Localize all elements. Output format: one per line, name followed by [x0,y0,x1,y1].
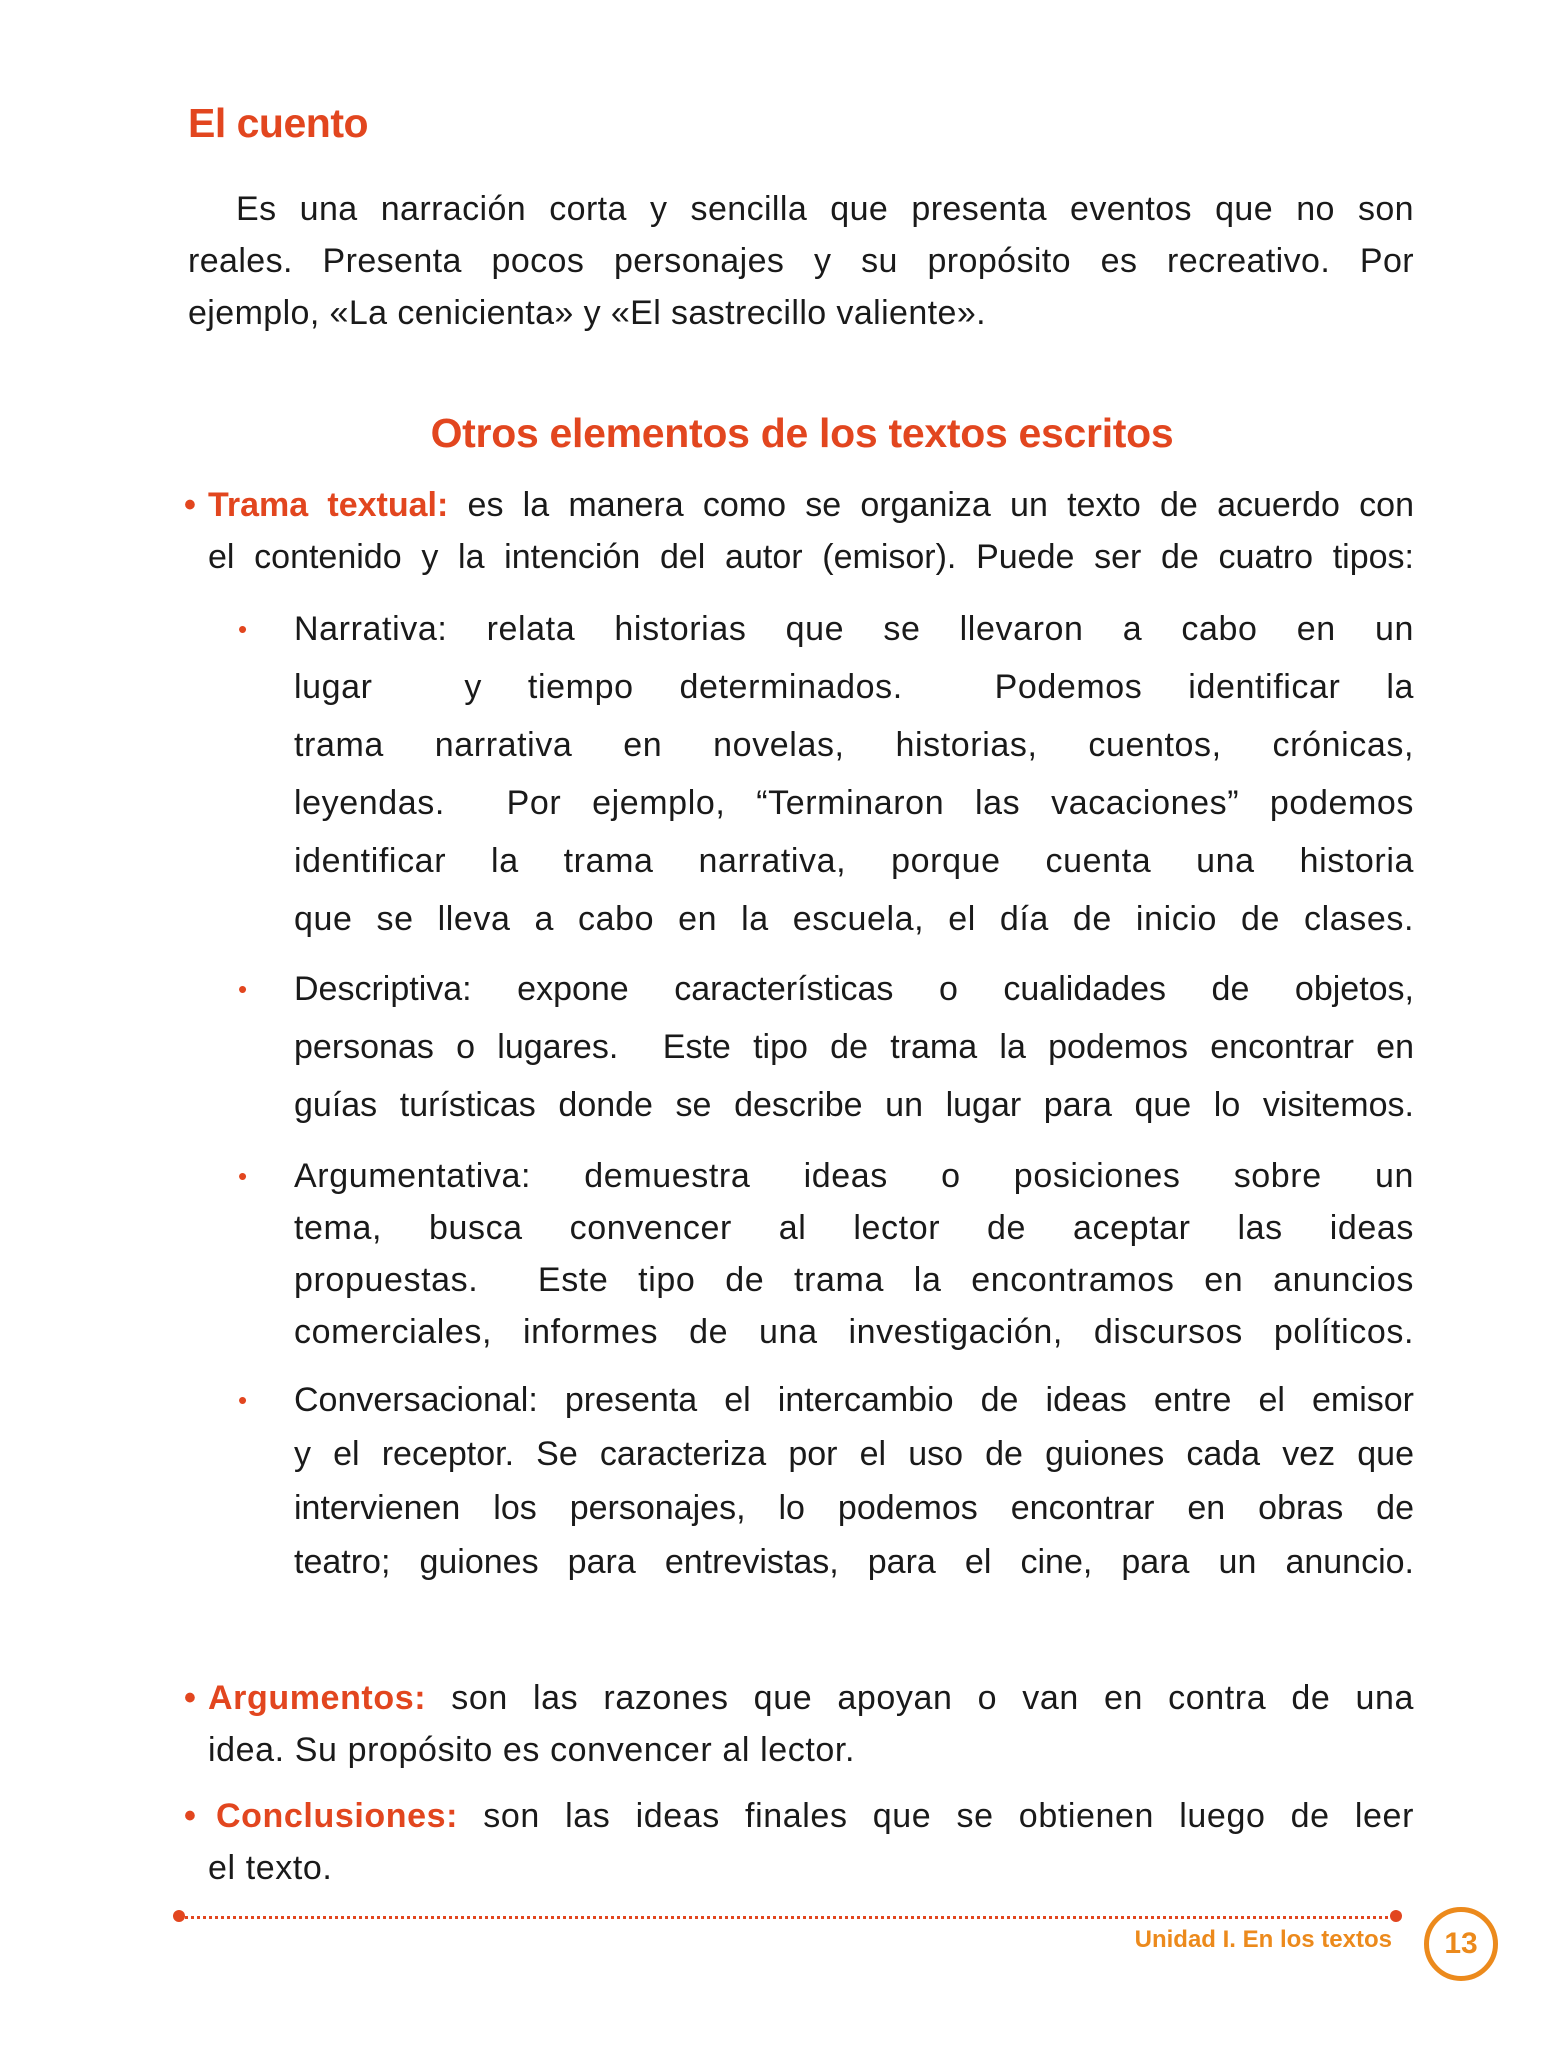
item-line: propuestas. Este tipo de trama la encontramos en anuncios [294,1261,1414,1299]
divider-end-dot-icon [173,1910,185,1922]
item-line: Descriptiva: expone características o cualidades de objetos, [294,970,1414,1008]
page-number-badge [1424,1907,1498,1981]
bullet-icon: • [238,614,248,644]
item-line: y el receptor. Se caracteriza por el uso de guiones cada vez que [294,1435,1414,1473]
page-number: 13 [1444,1927,1478,1960]
bullet-line [208,479,1414,531]
term-trama-textual: Trama textual: [208,486,449,524]
trama-type-narrativa [232,600,1414,948]
item-line: leyendas. Por ejemplo, “Terminaron las vacaciones” podemos [294,784,1414,822]
bullet-line: idea. Su propósito es convencer al lector. [208,1731,856,1769]
paragraph-line: reales. Presenta pocos personajes y su propósito es recreativo. Por [188,242,1414,280]
trama-type-argumentativa [232,1150,1414,1358]
bullet-text: es la manera como se organiza un texto de acuerdo con [448,486,1414,524]
divider-end-dot-icon [1390,1910,1402,1922]
el-cuento-paragraph [188,183,1414,339]
item-line: Conversacional: presenta el intercambio de ideas entre el emisor [294,1381,1414,1419]
bullet-line: el contenido y la intención del autor (emisor). Puede ser de cuatro tipos: [208,538,1414,576]
paragraph-line: ejemplo, «La cenicienta» y «El sastrecillo valiente». [188,294,986,332]
bullet-icon: • [184,486,196,524]
trama-type-descriptiva [232,960,1414,1134]
bullet-line [208,1790,1414,1842]
item-line: personas o lugares. Este tipo de trama la podemos encontrar en [294,1028,1414,1066]
item-line: comerciales, informes de una investigación, discursos políticos. [294,1313,1414,1351]
item-line: lugar y tiempo determinados. Podemos identificar la [294,668,1414,706]
bullet-line [208,1672,1414,1724]
bullet-text: son las ideas finales que se obtienen luego de leer [458,1797,1414,1835]
item-line: teatro; guiones para entrevistas, para el cine, para un anuncio. [294,1543,1414,1581]
term-conclusiones: Conclusiones: [216,1797,459,1835]
item-line: que se lleva a cabo en la escuela, el día de inicio de clases. [294,900,1414,938]
item-line: tema, busca convencer al lector de aceptar las ideas [294,1209,1414,1247]
bullet-icon: • [184,1797,197,1835]
bullet-icon: • [238,974,248,1004]
item-line: intervienen los personajes, lo podemos encontrar en obras de [294,1489,1414,1527]
bullet-conclusiones [184,1790,1414,1894]
trama-type-conversacional [232,1373,1414,1589]
bullet-icon: • [238,1385,248,1415]
bullet-argumentos [184,1672,1414,1776]
bullet-icon: • [184,1679,197,1717]
item-line: Narrativa: relata historias que se llevaron a cabo en un [294,610,1414,648]
footer-unit-label: Unidad I. En los textos [1134,1926,1392,1953]
paragraph-line: Es una narración corta y sencilla que presenta eventos que no son [236,190,1414,228]
bullet-line: el texto. [208,1849,333,1887]
bullet-trama-textual [184,479,1414,583]
section-title-el-cuento: El cuento [188,100,369,146]
item-line: guías turísticas donde se describe un lugar para que lo visitemos. [294,1086,1414,1124]
item-line: trama narrativa en novelas, historias, cuentos, crónicas, [294,726,1414,764]
item-line: identificar la trama narrativa, porque cuenta una historia [294,842,1414,880]
footer-dotted-divider [178,1916,1396,1919]
section-title-otros-elementos: Otros elementos de los textos escritos [430,410,1174,456]
term-argumentos: Argumentos: [208,1679,427,1717]
bullet-text: son las razones que apoyan o van en contra de una [426,1679,1414,1717]
item-line: Argumentativa: demuestra ideas o posiciones sobre un [294,1157,1414,1195]
bullet-icon: • [238,1161,248,1191]
